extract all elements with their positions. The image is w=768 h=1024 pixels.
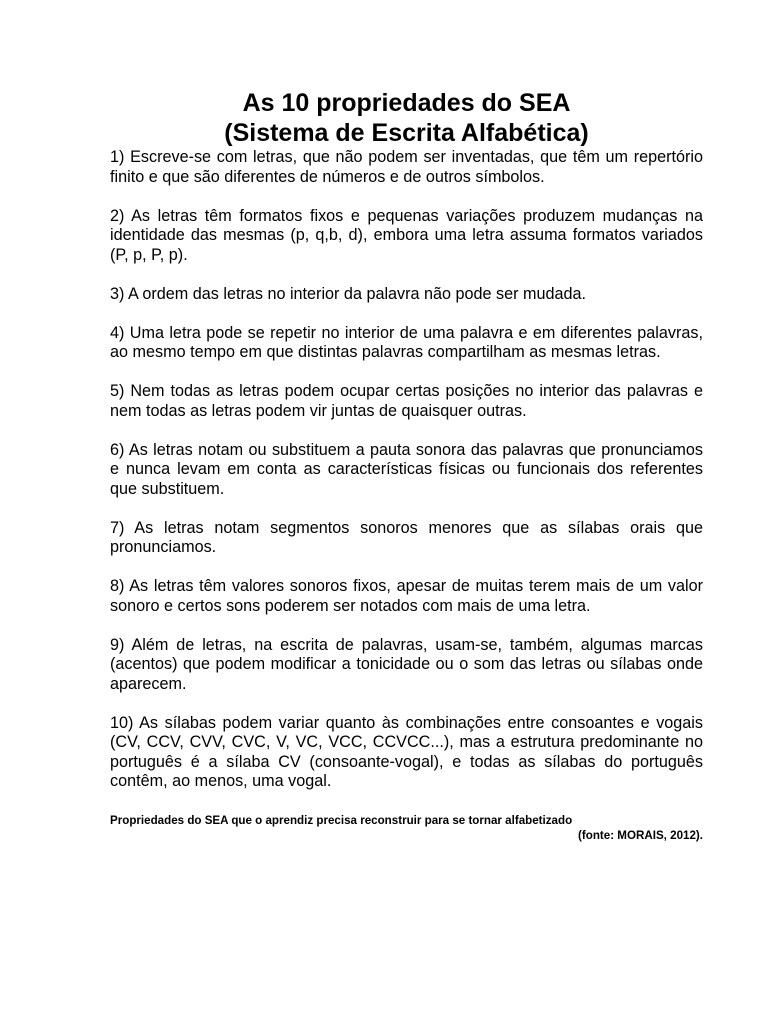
property-item-8: 8) As letras têm valores sonoros fixos, apesar de muitas terem mais de um valor sonoro e certos sons poderem ser notados com mais de uma letra. <box>110 577 703 615</box>
caption-source: (fonte: MORAIS, 2012). <box>578 828 703 842</box>
properties-list <box>110 148 703 792</box>
property-item-1: 1) Escreve-se com letras, que não podem ser inventadas, que têm um repertório finito e que são diferentes de números e de outros símbolos. <box>110 148 703 186</box>
title-line-2: (Sistema de Escrita Alfabética) <box>224 119 589 147</box>
property-item-6: 6) As letras notam ou substituem a pauta sonora das palavras que pronunciamos e nunca levam em conta as características físicas ou funcionais dos referentes que substituem. <box>110 440 703 498</box>
caption-text: Propriedades do SEA que o aprendiz precisa reconstruir para se tornar alfabetizado <box>110 813 573 827</box>
property-item-2: 2) As letras têm formatos fixos e pequenas variações produzem mudanças na identidade das mesmas (p, q,b, d), embora uma letra assuma formatos variados (P, p, P, p). <box>110 206 703 264</box>
page-title <box>110 88 703 148</box>
title-line-1: As 10 propriedades do SEA <box>242 89 571 117</box>
property-item-4: 4) Uma letra pode se repetir no interior de uma palavra e em diferentes palavras, ao mesmo tempo em que distintas palavras compartilham as mesmas letras. <box>110 323 703 361</box>
property-item-3: 3) A ordem das letras no interior da palavra não pode ser mudada. <box>110 284 587 303</box>
figure-caption <box>110 813 703 843</box>
document-page <box>110 88 703 843</box>
property-item-5: 5) Nem todas as letras podem ocupar certas posições no interior das palavras e nem todas as letras podem vir juntas de quaisquer outras. <box>110 382 703 420</box>
property-item-7: 7) As letras notam segmentos sonoros menores que as sílabas orais que pronunciamos. <box>110 518 703 556</box>
property-item-10: 10) As sílabas podem variar quanto às combinações entre consoantes e vogais (CV, CCV, CVV, CVC, V, VC, VCC, CCVCC...), mas a estrutura predominante no português é a sílaba CV (consoante-vogal), e todas as sílabas do português contêm, ao menos, uma vogal. <box>110 713 703 790</box>
property-item-9: 9) Além de letras, na escrita de palavras, usam-se, também, algumas marcas (acentos) que podem modificar a tonicidade ou o som das letras ou sílabas onde aparecem. <box>110 635 703 693</box>
